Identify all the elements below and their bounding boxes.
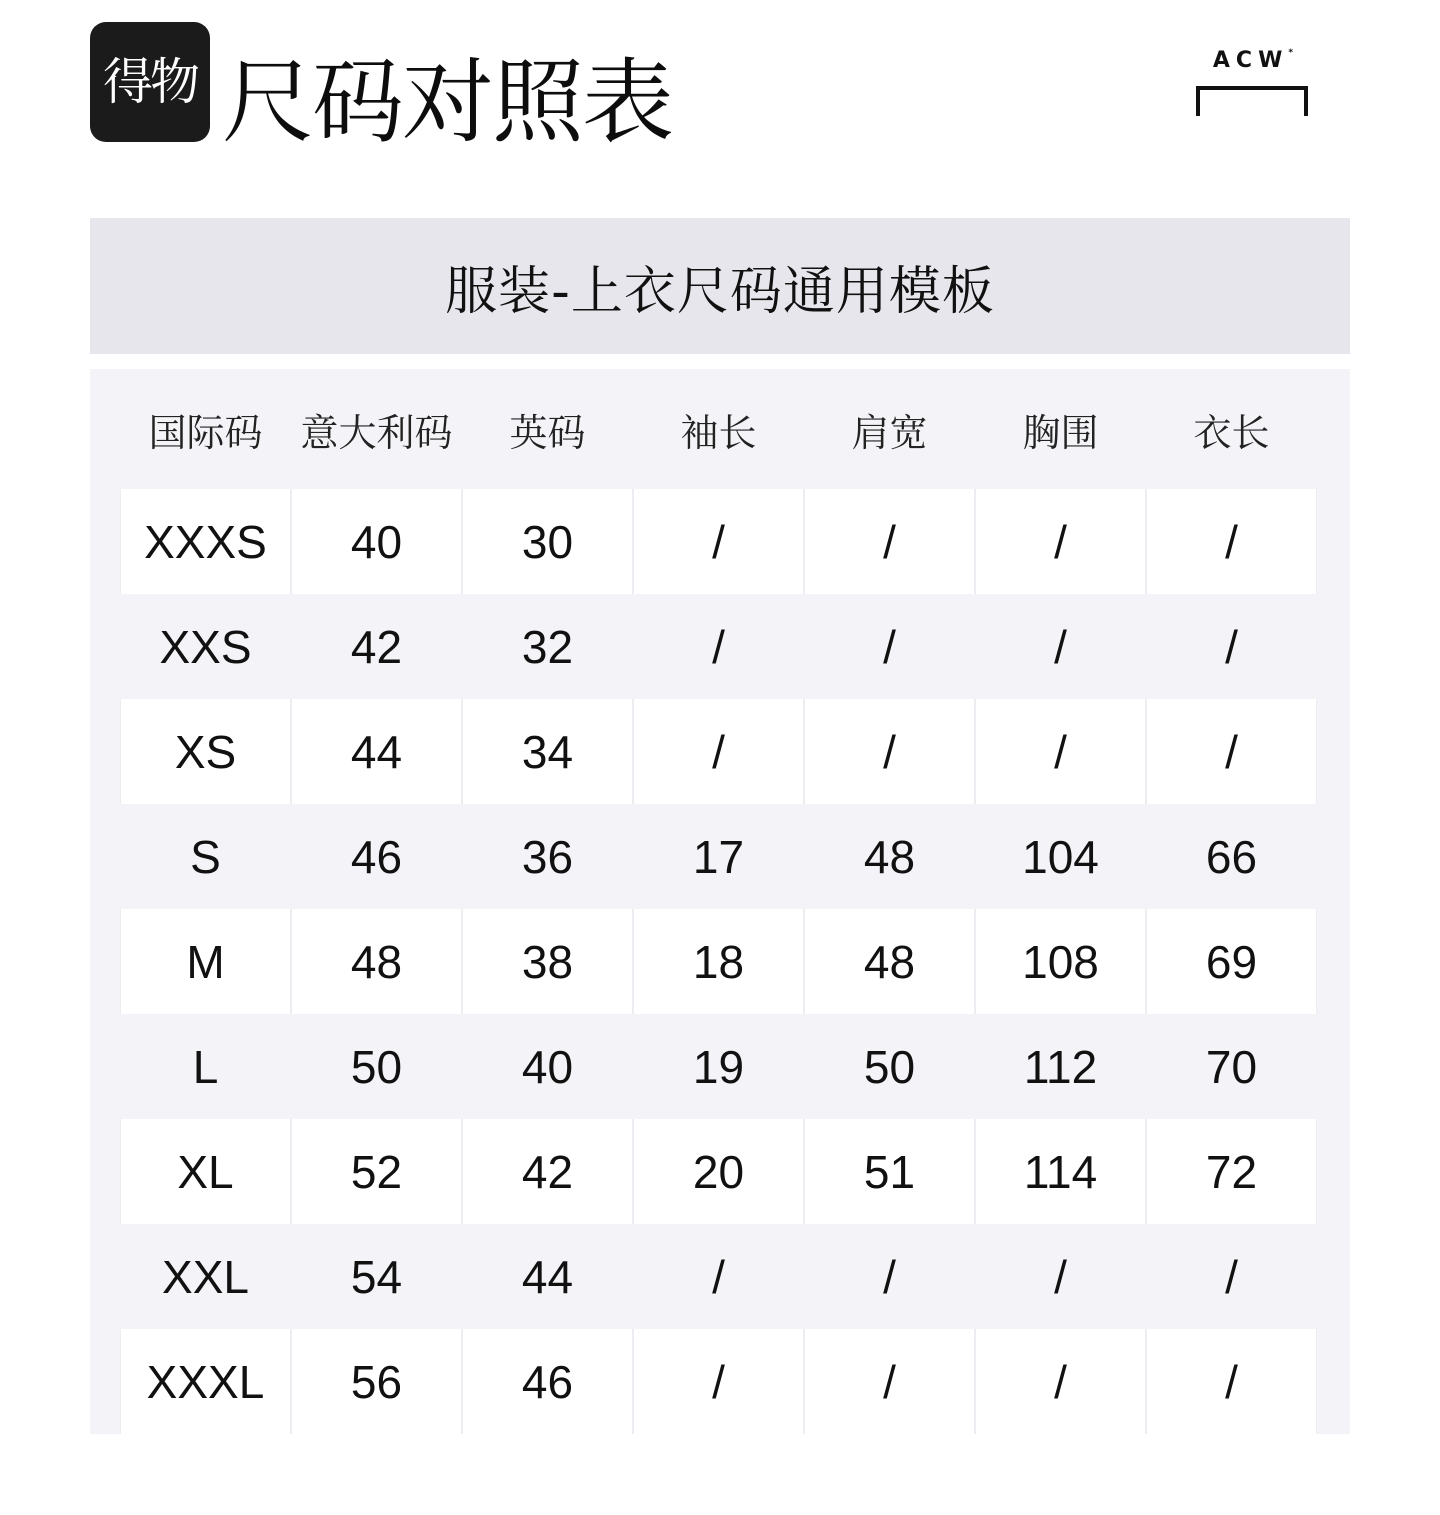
table-cell: 38	[462, 909, 633, 1014]
header-sleeve-length: 袖长	[680, 410, 757, 455]
table-cell: 114	[975, 1119, 1146, 1224]
table-row	[120, 1224, 1317, 1329]
header-shoulder-width: 肩宽	[851, 410, 928, 455]
table-cell: 40	[291, 489, 462, 594]
table-cell: 30	[462, 489, 633, 594]
table-cell: 20	[633, 1119, 804, 1224]
table-cell: XS	[120, 699, 291, 804]
table-row	[120, 1119, 1317, 1224]
table-cell: /	[633, 1329, 804, 1434]
table-cell: 112	[1023, 1040, 1098, 1093]
table-cell: XXXL	[120, 1329, 291, 1434]
table-cell: 70	[1205, 1040, 1258, 1093]
table-cell: XL	[120, 1119, 291, 1224]
table-cell: 66	[1205, 830, 1258, 883]
table-cell: 32	[521, 620, 574, 673]
table-cell: 18	[633, 909, 804, 1014]
table-cell: 44	[521, 1250, 574, 1303]
table-cell: /	[975, 1329, 1146, 1434]
table-body	[120, 489, 1317, 1434]
template-title: 服装-上衣尺码通用模板	[445, 261, 995, 322]
header-uk-size: 英码	[509, 410, 586, 455]
table-cell: L	[192, 1040, 219, 1093]
table-header-row	[120, 369, 1317, 489]
table-cell: 48	[863, 830, 916, 883]
table-cell: 72	[1146, 1119, 1317, 1224]
table-cell: 48	[291, 909, 462, 1014]
table-cell: 34	[462, 699, 633, 804]
acw-logo-text: ACW*	[1212, 48, 1294, 73]
table-cell: XXS	[159, 620, 252, 673]
table-cell: 44	[291, 699, 462, 804]
table-cell: 104	[1022, 830, 1099, 883]
table-cell: /	[1054, 1250, 1067, 1303]
dewu-logo	[90, 22, 210, 142]
table-cell: 42	[462, 1119, 633, 1224]
table-cell: /	[804, 699, 975, 804]
table-cell: /	[633, 699, 804, 804]
table-cell: /	[712, 1250, 725, 1303]
table-cell: 36	[521, 830, 574, 883]
header-garment-length: 衣长	[1193, 410, 1270, 455]
table-cell: 40	[521, 1040, 574, 1093]
table-row	[120, 594, 1317, 699]
table-row	[120, 1014, 1317, 1119]
table-row	[120, 909, 1317, 1014]
table-cell: M	[120, 909, 291, 1014]
table-cell: 46	[462, 1329, 633, 1434]
table-cell: XXXS	[120, 489, 291, 594]
table-cell: /	[975, 699, 1146, 804]
header-italian-size: 意大利码	[300, 410, 453, 455]
table-cell: 46	[350, 830, 403, 883]
table-cell: XXL	[162, 1250, 249, 1303]
table-row	[120, 1329, 1317, 1434]
table-cell: /	[804, 489, 975, 594]
table-cell: /	[633, 489, 804, 594]
table-cell: 56	[291, 1329, 462, 1434]
table-cell: /	[1054, 620, 1067, 673]
table-cell: 42	[350, 620, 403, 673]
table-cell: 17	[692, 830, 745, 883]
table-cell: 50	[350, 1040, 403, 1093]
table-cell: 50	[863, 1040, 916, 1093]
page-title: 尺码对照表	[222, 49, 673, 156]
table-cell: /	[1225, 620, 1238, 673]
table-cell: 54	[350, 1250, 403, 1303]
table-cell: /	[975, 489, 1146, 594]
size-table	[90, 369, 1350, 1434]
table-cell: 48	[804, 909, 975, 1014]
table-cell: /	[804, 1329, 975, 1434]
header-international-size: 国际码	[148, 410, 263, 455]
table-cell: 52	[291, 1119, 462, 1224]
acw-brand-logo	[1194, 48, 1312, 120]
table-row	[120, 699, 1317, 804]
dewu-logo-text: 得物	[103, 53, 197, 111]
table-cell: 69	[1146, 909, 1317, 1014]
header-chest: 胸围	[1022, 410, 1099, 455]
table-cell: 108	[975, 909, 1146, 1014]
table-row	[120, 804, 1317, 909]
table-cell: /	[1146, 699, 1317, 804]
table-cell: /	[712, 620, 725, 673]
template-banner	[90, 218, 1350, 354]
table-cell: /	[1146, 1329, 1317, 1434]
table-cell: /	[883, 620, 896, 673]
acw-logo-bracket	[1196, 86, 1308, 116]
table-row	[120, 489, 1317, 594]
table-cell: /	[1146, 489, 1317, 594]
table-cell: /	[1225, 1250, 1238, 1303]
table-cell: /	[883, 1250, 896, 1303]
table-cell: 51	[804, 1119, 975, 1224]
table-cell: S	[190, 830, 221, 883]
table-cell: 19	[692, 1040, 745, 1093]
